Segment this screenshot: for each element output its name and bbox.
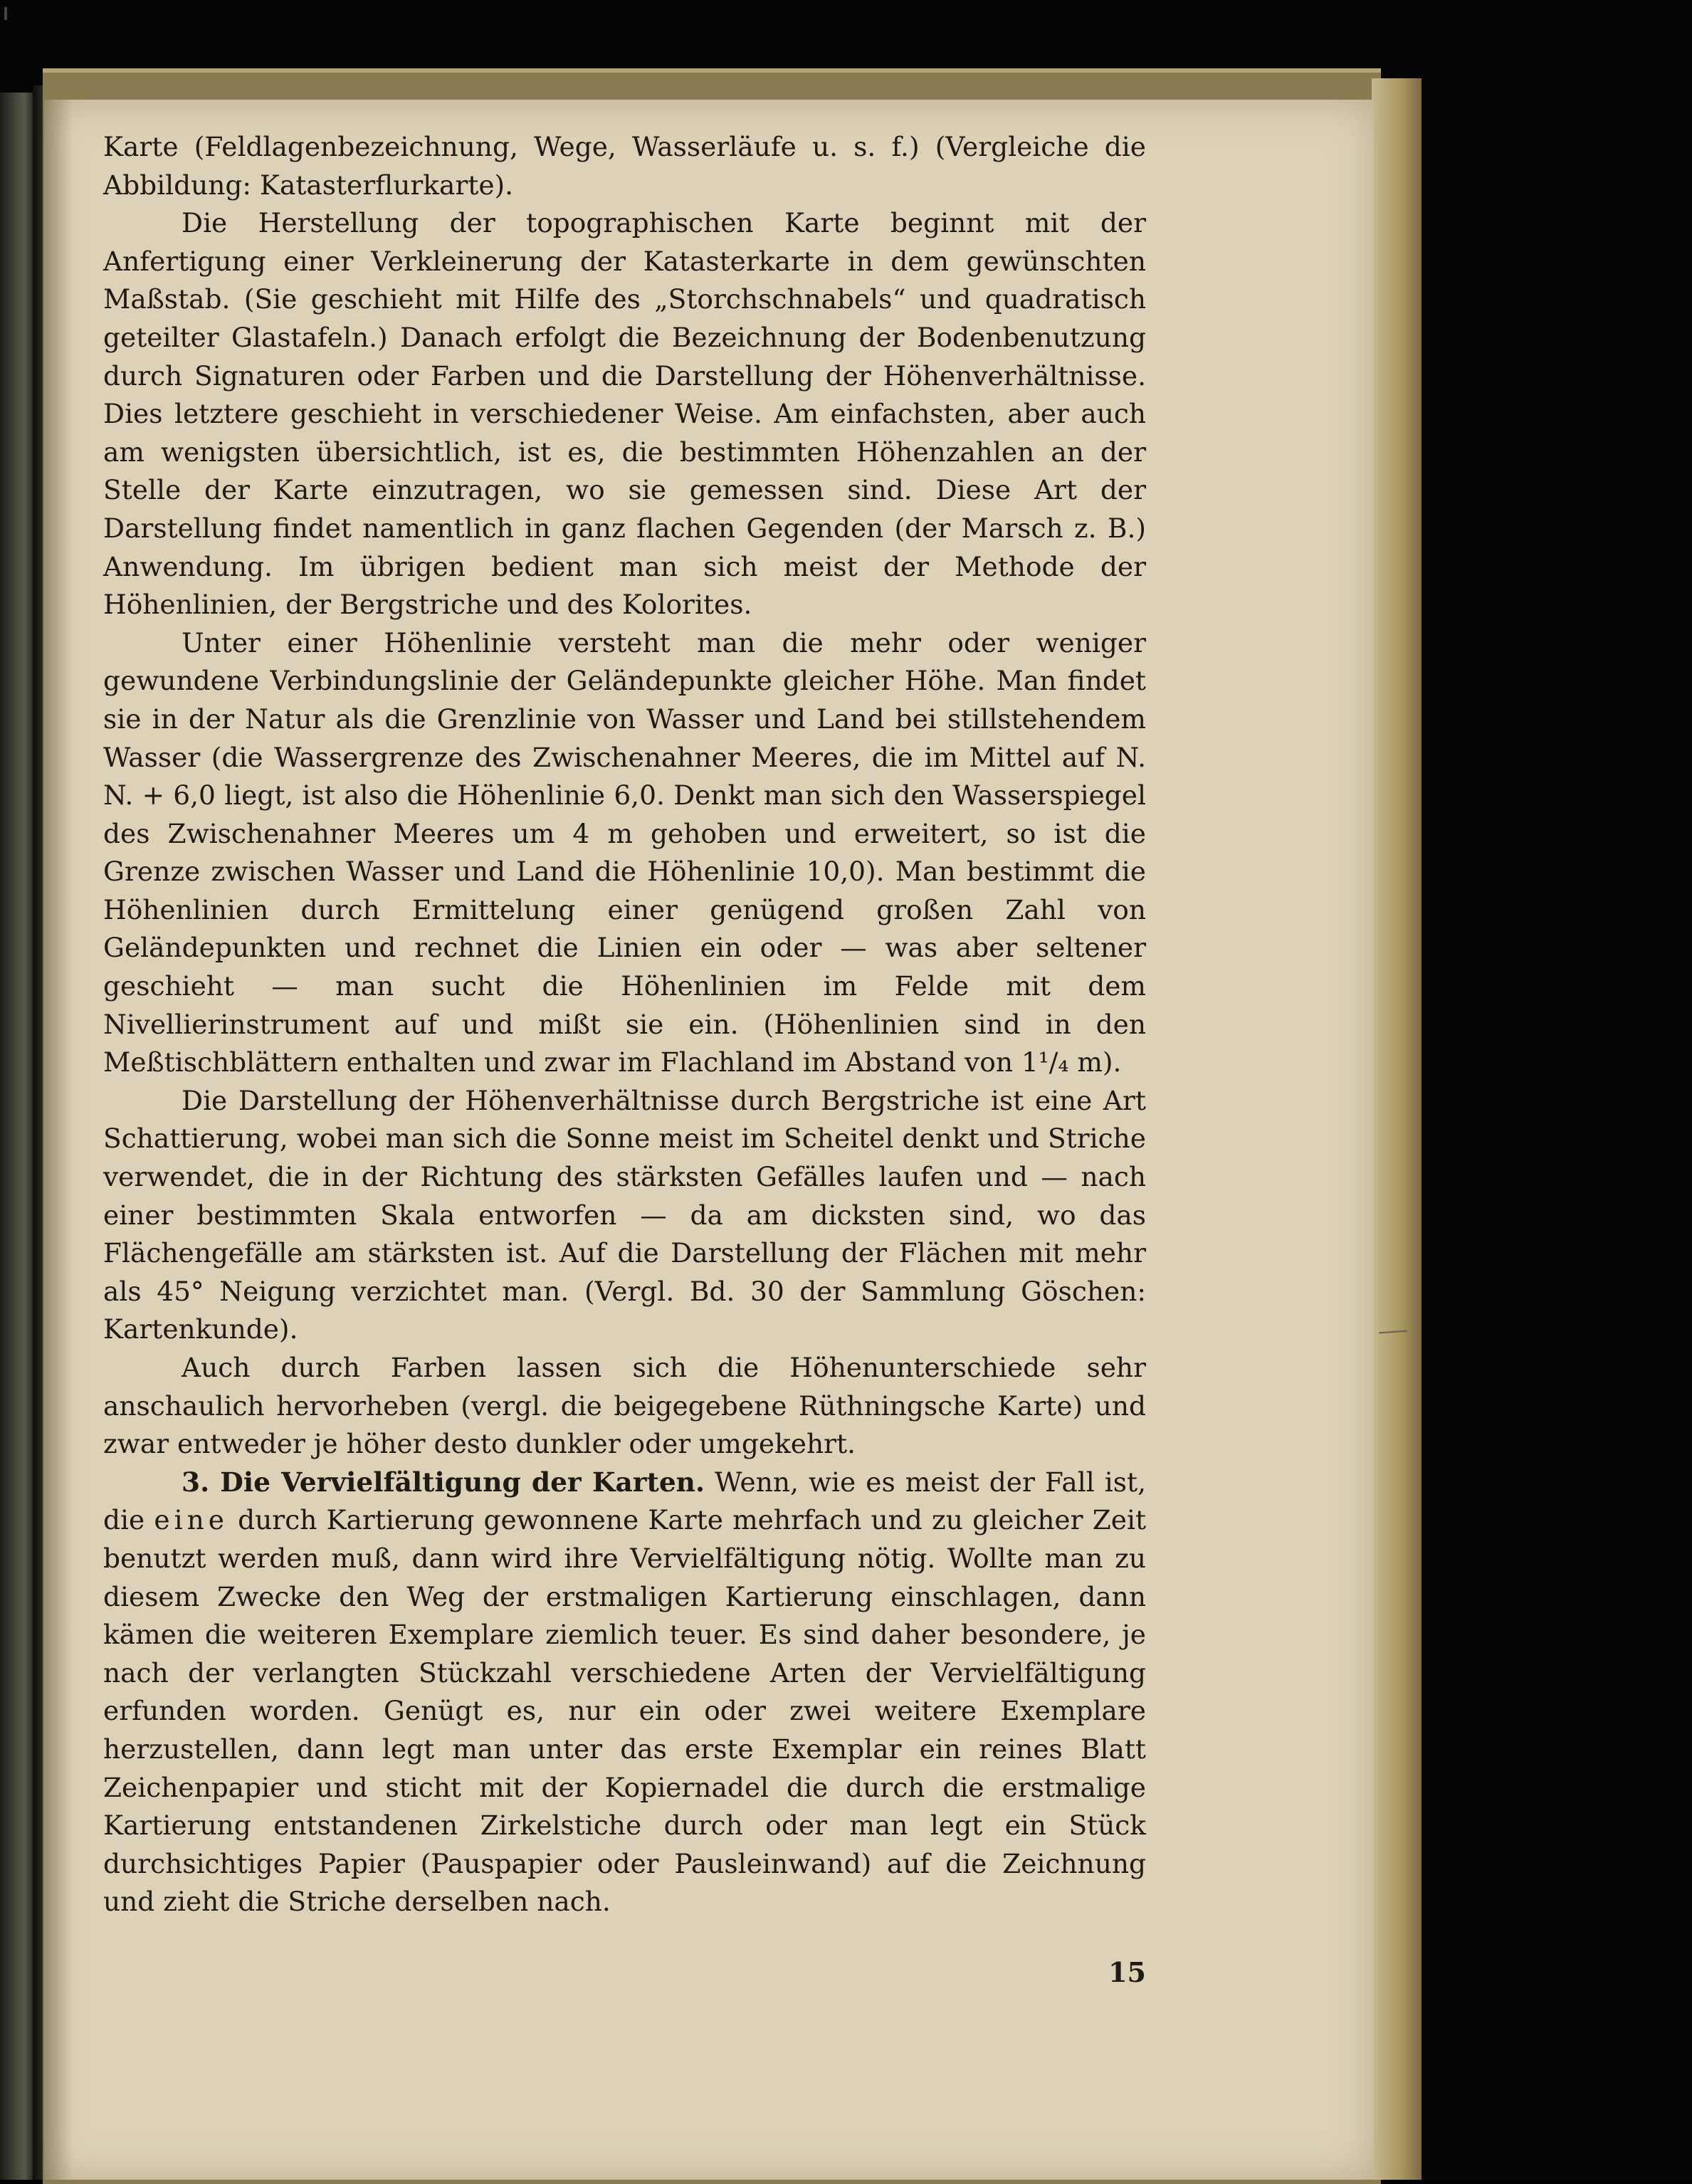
paragraph-4: Die Darstellung der Höhenverhältnisse durch Bergstriche ist eine Art Schattierung, wobei man sich die Sonne meist im Scheitel denkt und Striche verwendet, die in der Richtung des stärksten Gefälles laufen und — nach einer bestimmten Skala entworfen — da am dicksten sind, wo das Flächengefälle am stärksten ist. Auf die Darstellung der Flächen mit mehr als 45° Neigung verzichtet man. (Vergl. Bd. 30 der Sammlung Göschen: Kartenkunde). [103, 1084, 1146, 1345]
page-text [103, 128, 1146, 1921]
gutter-shadow [44, 100, 73, 2180]
paragraph-1: Karte (Feldlagenbezeichnung, Wege, Wasserläufe u. s. f.) (Vergleiche die Abbildung: Katasterflurkarte). [103, 131, 1146, 201]
paragraph-2: Die Herstellung der topographischen Karte beginnt mit der Anfertigung einer Verkleinerung der Katasterkarte in dem gewünschten Maßstab. (Sie geschieht mit Hilfe des „Storchschnabels“ und quadratisch geteilter Glastafeln.) Danach erfolgt die Bezeichnung der Bodenbenutzung durch Signaturen oder Farben und die Darstellung der Höhenverhältnisse. Dies letztere geschieht in verschiedener Weise. Am einfachsten, aber auch am wenigsten übersichtlich, ist es, die bestimmten Höhenzahlen an der Stelle der Karte einzutragen, wo sie gemessen sind. Diese Art der Darstellung findet namentlich in ganz flachen Gegenden (der Marsch z. B.) Anwendung. Im übrigen bedient man sich meist der Methode der Höhenlinien, der Bergstriche und des Kolorites. [103, 207, 1146, 621]
section-text-start: Wenn, wie es meist der Fall ist, die [103, 1466, 1146, 1536]
spine-shadow [33, 85, 43, 2180]
section-heading: 3. Die Vervielfältigung der Karten. [182, 1466, 705, 1498]
section-text-rest: durch Kartierung gewonnene Karte mehrfach und zu gleicher Zeit benutzt werden muß, dann wird ihre Vervielfältigung nötig. Wollte man zu diesem Zwecke den Weg der erstmaligen Kartierung einschlagen, dann kämen die weiteren Exemplare ziemlich teuer. Es sind daher besondere, je nach der verlangten Stückzahl verschiedene Arten der Vervielfältigung erfunden worden. Genügt es, nur ein oder zwei weitere Exemplare herzustellen, dann legt man unter das erste Exemplar ein reines Blatt Zeichenpapier und sticht mit der Kopiernadel die durch die erstmalige Kartierung entstandenen Zirkelstiche durch oder man legt ein Stück durchsichtiges Papier (Pauspapier oder Pausleinwand) auf die Zeichnung und zieht die Striche derselben nach. [103, 1504, 1147, 1918]
section-paragraph [103, 1464, 1146, 1921]
spaced-emphasis: eine [154, 1504, 228, 1536]
book-cover-edge [1372, 78, 1422, 2180]
paragraph-3: Unter einer Höhenlinie versteht man die mehr oder weniger gewundene Verbindungslinie der Geländepunkte gleicher Höhe. Man findet sie in der Natur als die Grenzlinie von Wasser und Land bei stillstehendem Wasser (die Wassergrenze des Zwischenahner Meeres, die im Mittel auf N. N. + 6,0 liegt, ist also die Höhenlinie 6,0. Denkt man sich den Wasserspiegel des Zwischenahner Meeres um 4 m gehoben und erweitert, so ist die Grenze zwischen Wasser und Land die Höhenlinie 10,0). Man bestimmt die Höhenlinien durch Ermittelung einer genügend großen Zahl von Geländepunkten und rechnet die Linien ein oder — was aber seltener geschieht — man sucht die Höhenlinien im Felde mit dem Nivellierinstrument auf und mißt sie ein. (Höhenlinien sind in den Meßtischblättern enthalten und zwar im Flachland im Abstand von 1¹/₄ m). [103, 626, 1146, 1078]
scan-artifact [4, 7, 7, 20]
paragraph-5: Auch durch Farben lassen sich die Höhenunterschiede sehr anschaulich hervorheben (vergl. die beigegebene Rüthningsche Karte) und zwar entweder je höher desto dunkler oder umgekehrt. [103, 1352, 1146, 1460]
left-page-edge [0, 93, 33, 2180]
page-number: 15 [1108, 1956, 1146, 1988]
